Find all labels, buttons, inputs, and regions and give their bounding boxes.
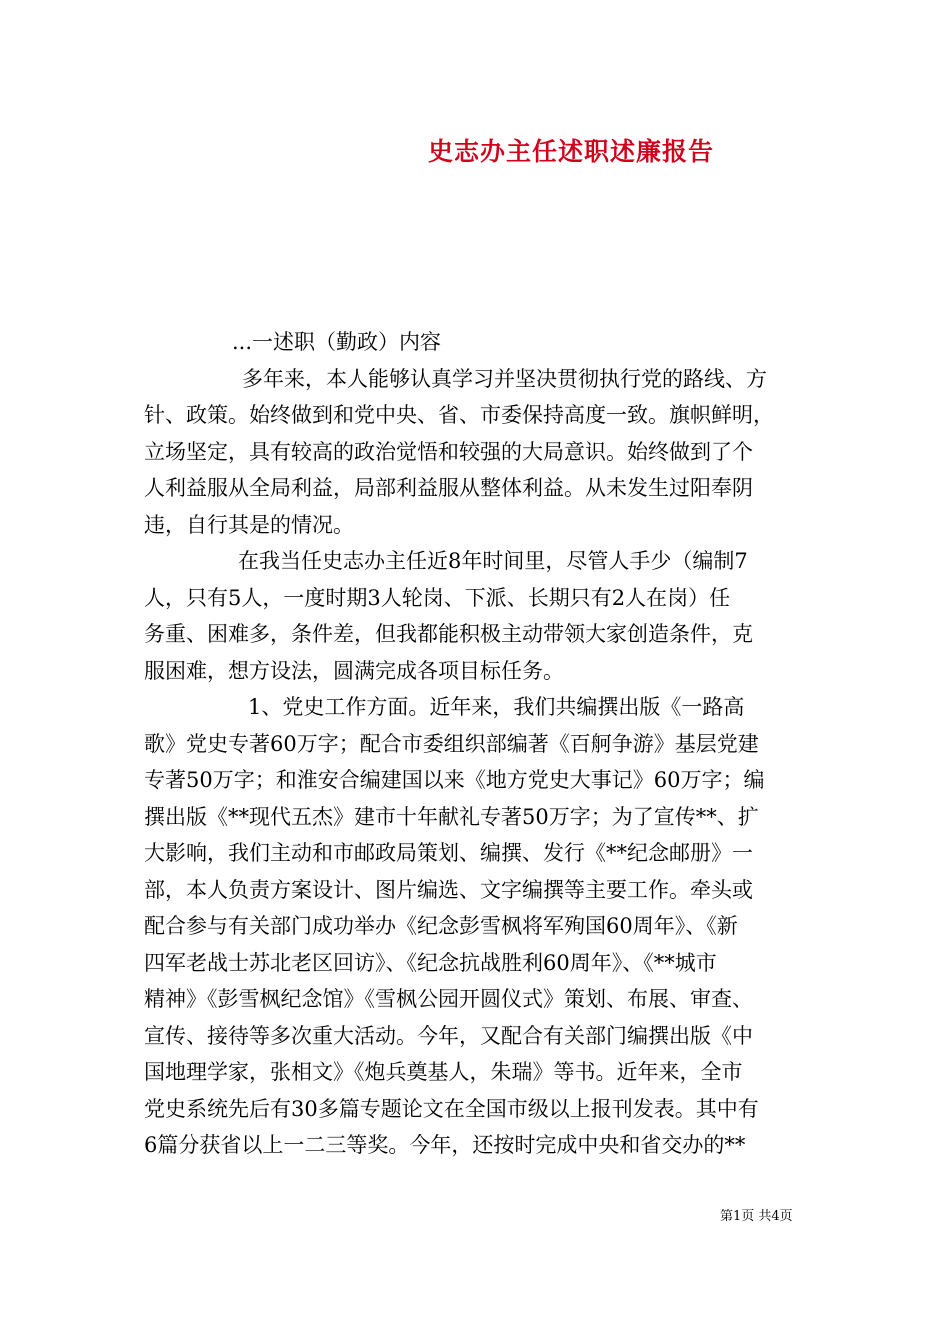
paragraph-line: 立场坚定，具有较高的政治觉悟和较强的大局意识。始终做到了个 (144, 439, 753, 464)
paragraph-line: 大影响，我们主动和市邮政局策划、编撰、发行《**纪念邮册》一 (144, 841, 753, 865)
section-heading: ...一述职（勤政）内容 (232, 330, 442, 354)
paragraph-line: 部，本人负责方案设计、图片编选、文字编撰等主要工作。牵头或 (144, 877, 753, 902)
page-number-footer: 第1页 共4页 (720, 1209, 793, 1224)
paragraph-line: 撰出版《**现代五杰》建市十年献礼专著50万字；为了宣传**、扩 (144, 804, 759, 829)
document-title: 史志办主任述职述廉报告 (428, 137, 715, 166)
paragraph-line: 务重、困难多，条件差，但我都能积极主动带领大家创造条件，克 (144, 622, 753, 646)
paragraph-line: 违，自行其是的情况。 (144, 512, 354, 537)
document-body (144, 324, 824, 1164)
paragraph-line: 歌》党史专著60万字；配合市委组织部编著《百舸争游》基层党建 (144, 731, 759, 756)
paragraph-line: 四军老战士苏北老区回访》、《纪念抗战胜利60周年》、《**城市 (144, 950, 717, 975)
paragraph-line: 针、政策。始终做到和党中央、省、市委保持高度一致。旗帜鲜明， (144, 403, 774, 427)
paragraph-line: 配合参与有关部门成功举办《纪念彭雪枫将军殉国60周年》、《新 (144, 914, 738, 938)
paragraph-line: 人利益服从全局利益，局部利益服从整体利益。从未发生过阳奉阴 (144, 476, 753, 500)
paragraph-line: 精神》《彭雪枫纪念馆》《雪枫公园开圆仪式》策划、布展、审查、 (144, 987, 753, 1011)
paragraph-line: 党史系统先后有30多篇专题论文在全国市级以上报刊发表。其中有 (144, 1096, 759, 1121)
paragraph-line: 1、党史工作方面。近年来，我们共编撰出版《一路高 (248, 695, 745, 719)
paragraph-line: 宣传、接待等多次重大活动。今年，又配合有关部门编撰出版《中 (144, 1023, 753, 1048)
paragraph-line: 6篇分获省以上一二三等奖。今年，还按时完成中央和省交办的** (144, 1133, 746, 1157)
paragraph-line: 专著50万字；和淮安合编建国以来《地方党史大事记》60万字；编 (144, 768, 765, 792)
paragraph-line: 多年来，本人能够认真学习并坚决贯彻执行党的路线、方 (242, 366, 767, 391)
paragraph-line: 在我当任史志办主任近8年时间里，尽管人手少（编制7 (238, 549, 748, 573)
paragraph-line: 国地理学家，张相文》《炮兵奠基人，朱瑞》等书。近年来，全市 (144, 1060, 743, 1084)
paragraph-line: 人，只有5人，一度时期3人轮岗、下派、长期只有2人在岗）任 (144, 585, 731, 610)
paragraph-line: 服困难，想方设法，圆满完成各项目标任务。 (144, 658, 564, 683)
